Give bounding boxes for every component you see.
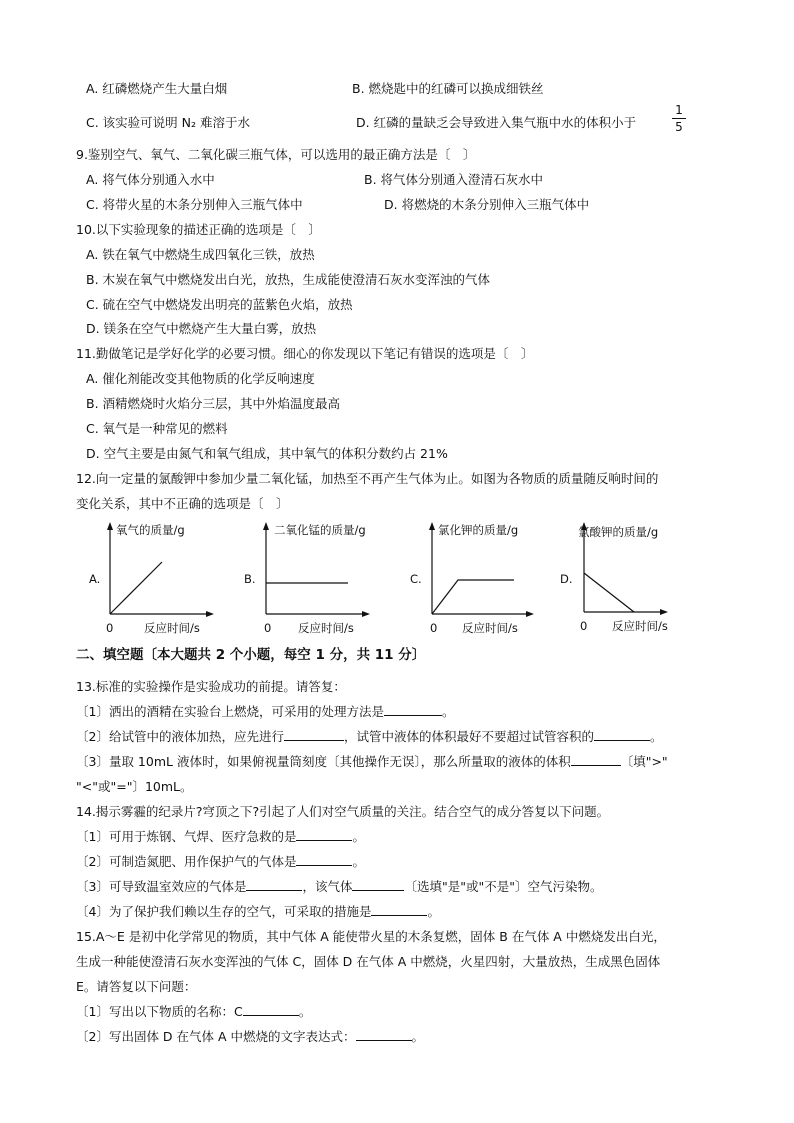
q10-option-c: C. 硫在空气中燃烧发出明亮的蓝紫色火焰，放热 <box>86 297 353 312</box>
graph-a-curve <box>110 562 162 614</box>
q9-option-d: D. 将燃烧的木条分别伸入三瓶气体中 <box>384 197 590 212</box>
q8-option-a: A. 红磷燃烧产生大量白烟 <box>86 81 228 96</box>
q12-stem-line1: 12.向一定量的氯酸钾中参加少量二氧化锰，加热至不再产生气体为止。如图为各物质的质量随反响时间的 <box>76 471 659 486</box>
graph-d-curve <box>584 573 634 612</box>
q15-part1-end: 。 <box>298 1004 312 1019</box>
graph-c-letter: C. <box>410 572 422 586</box>
q11-option-b: B. 酒精燃烧时火焰分三层，其中外焰温度最高 <box>86 396 341 411</box>
q15-stem-line2: 生成一种能使澄清石灰水变浑浊的气体 C，固体 D 在气体 A 中燃烧，火星四射，大量放热，生成黑色固体 <box>76 954 661 969</box>
graph-c-curve <box>432 580 514 614</box>
q14-blank-4[interactable] <box>352 890 404 891</box>
fraction-bar <box>672 118 686 119</box>
q13-part3-hint: 〔填">" <box>620 754 668 769</box>
q13-part1-end: 。 <box>441 704 455 719</box>
graph-c-origin: 0 <box>430 621 438 635</box>
q9-option-c: C. 将带火星的木条分别伸入三瓶气体中 <box>86 197 303 212</box>
q14-part4-end: 。 <box>427 904 440 919</box>
q15-part2-end: 。 <box>411 1029 425 1044</box>
graph-c-xlabel: 反应时间/s <box>462 621 518 635</box>
q15-part2-text: 〔2〕写出固体 D 在气体 A 中燃烧的文字表达式： <box>76 1029 356 1044</box>
q13-part1-text: 〔1〕洒出的酒精在实验台上燃烧，可采用的处理方法是 <box>76 704 384 719</box>
graph-d <box>558 518 708 641</box>
q15-part1 <box>76 1003 311 1021</box>
fraction-denominator: 5 <box>675 120 683 134</box>
graph-c <box>404 518 554 641</box>
q10-stem: 10.以下实验现象的描述正确的选项是〔 〕 <box>76 222 321 237</box>
graph-a-ylabel: 氧气的质量/g <box>116 523 185 537</box>
q10-option-a: A. 铁在氧气中燃烧生成四氧化三铁，放热 <box>86 247 315 262</box>
q14-part4 <box>76 903 440 921</box>
q15-stem-line1: 15.A～E 是初中化学常见的物质，其中气体 A 能使带火星的木条复燃，固体 B 在气体 A 中燃烧发出白光， <box>76 929 666 944</box>
q15-stem-line3: E。请答复以下问题： <box>76 979 197 994</box>
graph-b-ylabel: 二氧化锰的质量/g <box>274 523 366 537</box>
graph-a-letter: A. <box>89 572 101 586</box>
q13-blank-3[interactable] <box>594 740 650 741</box>
graph-a <box>80 518 230 641</box>
q14-blank-1[interactable] <box>296 840 352 841</box>
graph-d-letter: D. <box>560 572 573 586</box>
q14-part3-mid: ，该气体 <box>302 879 353 894</box>
q15-blank-2[interactable] <box>356 1040 412 1041</box>
graph-b-x-arrow <box>362 611 370 617</box>
q11-option-d: D. 空气主要是由氮气和氧气组成，其中氧气的体积分数约占 21% <box>86 446 448 461</box>
q15-blank-1[interactable] <box>243 1015 299 1016</box>
q13-part2-text: 〔2〕给试管中的液体加热，应先进行 <box>76 729 284 744</box>
q9-option-b: B. 将气体分别通入澄清石灰水中 <box>364 172 544 187</box>
q15-part2 <box>76 1028 424 1046</box>
q15-part1-text: 〔1〕写出以下物质的名称：C <box>76 1004 243 1019</box>
q8-option-b: B. 燃烧匙中的红磷可以换成细铁丝 <box>352 81 544 96</box>
q13-blank-1[interactable] <box>384 715 442 716</box>
q8-option-c: C. 该实验可说明 N₂ 难溶于水 <box>86 115 250 130</box>
q11-stem: 11.勤做笔记是学好化学的必要习惯。细心的你发现以下笔记有错误的选项是〔 〕 <box>76 346 534 361</box>
q13-part3-text: 〔3〕量取 10mL 液体时，如果俯视量筒刻度〔其他操作无误〕，那么所量取的液体的体积 <box>76 754 571 769</box>
q13-blank-4[interactable] <box>571 765 621 766</box>
graph-b-xlabel: 反应时间/s <box>298 621 354 635</box>
q13-part2 <box>76 728 663 746</box>
q13-part3-cont: "<"或"="〕10mL。 <box>76 779 193 794</box>
graph-c-y-arrow <box>429 522 435 530</box>
graph-d-ylabel: 氯酸钾的质量/g <box>578 525 659 539</box>
q14-stem: 14.揭示雾霾的纪录片?穹顶之下?引起了人们对空气质量的关注。结合空气的成分答复以下问题。 <box>76 804 610 819</box>
q12-stem-line2: 变化关系，其中不正确的选项是〔 〕 <box>76 496 289 511</box>
q9-option-a: A. 将气体分别通入水中 <box>86 172 215 187</box>
q10-option-d: D. 镁条在空气中燃烧产生大量白雾，放热 <box>86 321 317 336</box>
q13-blank-2[interactable] <box>284 740 344 741</box>
q8-fraction <box>672 104 686 133</box>
graph-a-x-arrow <box>206 611 214 617</box>
q14-part3 <box>76 878 602 896</box>
q14-part4-text: 〔4〕为了保护我们赖以生存的空气，可采取的措施是 <box>76 904 372 919</box>
graph-b-y-arrow <box>263 522 269 530</box>
q13-part2-mid: ，试管中液体的体积最好不要超过试管容积的 <box>343 729 594 744</box>
graph-c-x-arrow <box>526 611 534 617</box>
q14-blank-5[interactable] <box>371 915 427 916</box>
q14-blank-3[interactable] <box>246 890 302 891</box>
q13-part1 <box>76 703 454 721</box>
q10-option-b: B. 木炭在氧气中燃烧发出白光，放热，生成能使澄清石灰水变浑浊的气体 <box>86 272 491 287</box>
graph-c-ylabel: 氯化钾的质量/g <box>438 523 519 537</box>
q9-stem: 9.鉴别空气、氧气、二氧化碳三瓶气体，可以选用的最正确方法是〔 〕 <box>76 147 476 162</box>
graph-d-x-arrow <box>660 609 668 615</box>
graph-d-origin: 0 <box>580 619 588 633</box>
fraction-numerator: 1 <box>675 103 683 117</box>
q13-stem: 13.标准的实验操作是实验成功的前提。请答复： <box>76 679 346 694</box>
q13-part3 <box>76 753 668 771</box>
section-2-title: 二、填空题〔本大题共 2 个小题，每空 1 分，共 11 分〕 <box>76 647 426 663</box>
q14-part3-text: 〔3〕可导致温室效应的气体是 <box>76 879 247 894</box>
q14-part1-text: 〔1〕可用于炼钢、气焊、医疗急救的是 <box>76 829 297 844</box>
q8-option-d: D. 红磷的量缺乏会导致进入集气瓶中水的体积小于 <box>356 115 637 130</box>
q11-option-a: A. 催化剂能改变其他物质的化学反响速度 <box>86 371 315 386</box>
graph-b-letter: B. <box>244 572 256 586</box>
q14-blank-2[interactable] <box>296 865 352 866</box>
q14-part1 <box>76 828 365 846</box>
q14-part2 <box>76 853 365 871</box>
q11-option-c: C. 氧气是一种常见的燃料 <box>86 421 228 436</box>
q14-part3-end: 〔选填"是"或"不是"〕空气污染物。 <box>404 879 603 894</box>
graph-b-origin: 0 <box>264 621 272 635</box>
q13-part2-end: 。 <box>649 729 663 744</box>
graph-a-origin: 0 <box>106 621 114 635</box>
graph-d-xlabel: 反应时间/s <box>612 619 668 633</box>
q14-part2-end: 。 <box>352 854 365 869</box>
q14-part1-end: 。 <box>352 829 365 844</box>
graph-a-xlabel: 反应时间/s <box>144 621 200 635</box>
graph-a-y-arrow <box>107 522 113 530</box>
q14-part2-text: 〔2〕可制造氮肥、用作保护气的气体是 <box>76 854 297 869</box>
graph-b <box>238 518 388 641</box>
